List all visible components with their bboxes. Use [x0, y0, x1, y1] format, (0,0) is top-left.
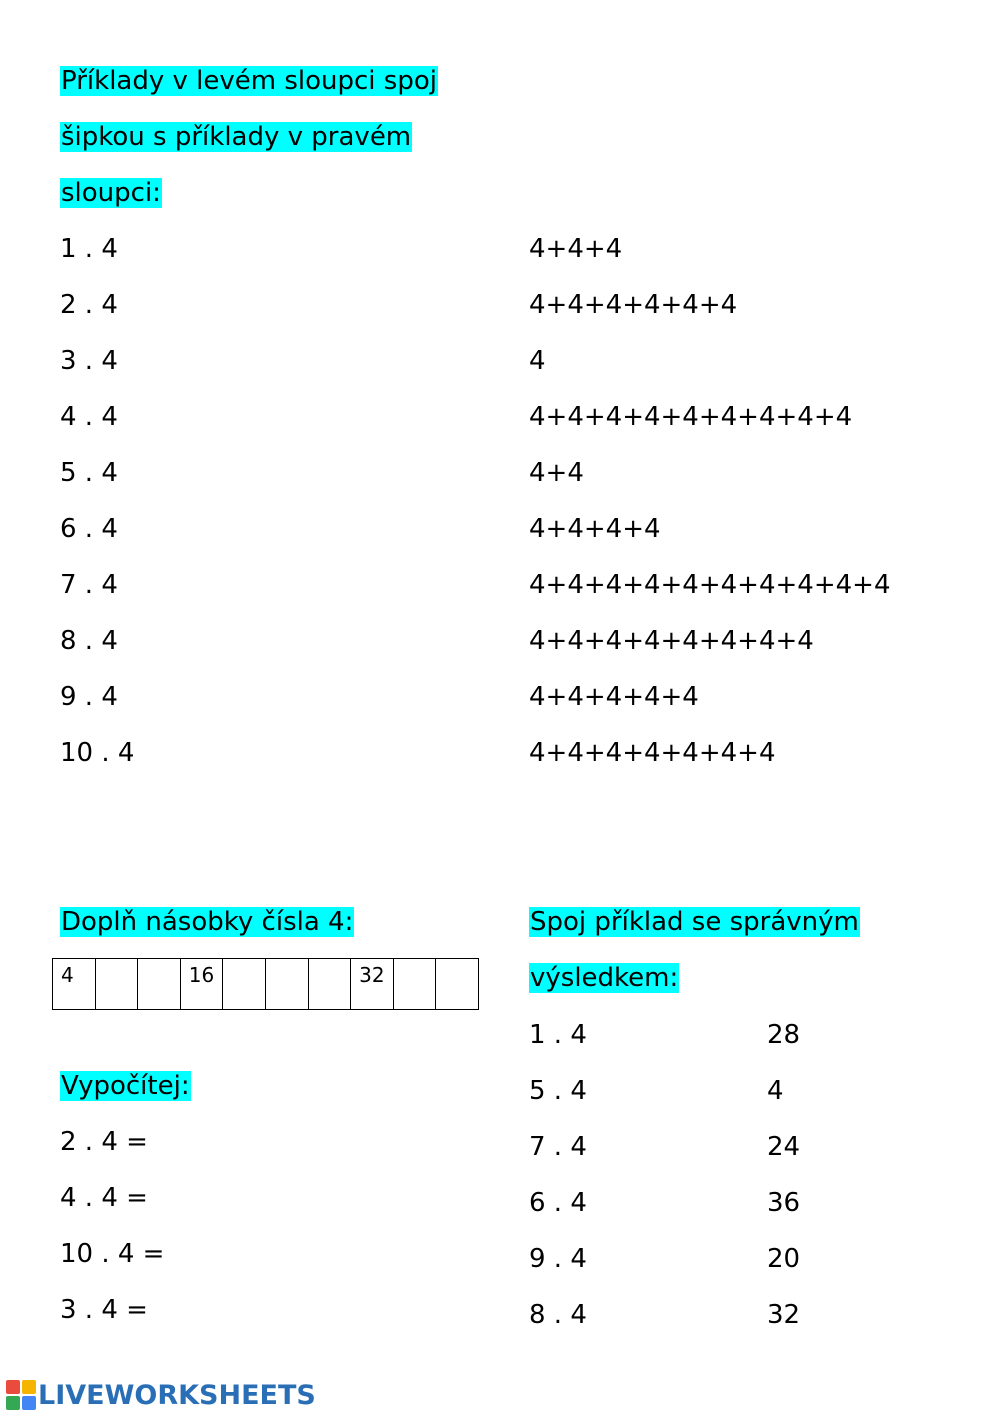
task1-right-item[interactable]: 4: [529, 346, 546, 376]
logo-mark-icon: [6, 1380, 36, 1410]
task1-instruction-line-3: sloupci:: [61, 178, 161, 208]
calc-item[interactable]: 4 . 4 =: [60, 1183, 148, 1213]
calc-item[interactable]: 3 . 4 =: [60, 1295, 148, 1325]
task1-left-item[interactable]: 7 . 4: [60, 570, 118, 600]
task1-left-item[interactable]: 5 . 4: [60, 458, 118, 488]
multiples-cell[interactable]: [308, 959, 351, 1010]
multiples-cell[interactable]: [95, 959, 138, 1010]
task1-left-item[interactable]: 6 . 4: [60, 514, 118, 544]
task4-result[interactable]: 4: [767, 1076, 784, 1106]
multiples-cell[interactable]: [266, 959, 309, 1010]
task4-result[interactable]: 20: [767, 1244, 801, 1274]
task1-right-item[interactable]: 4+4+4+4+4+4+4: [529, 738, 776, 768]
multiples-cell[interactable]: [393, 959, 436, 1010]
task1-instruction-line-1: Příklady v levém sloupci spoj: [61, 66, 437, 96]
task1-right-item[interactable]: 4+4+4+4+4+4: [529, 290, 738, 320]
task1-right-item[interactable]: 4+4: [529, 458, 584, 488]
task1-left-item[interactable]: 9 . 4: [60, 682, 118, 712]
multiples-cell[interactable]: 4: [53, 959, 96, 1010]
task1-instruction-line-2: šipkou s příklady v pravém: [61, 122, 412, 152]
multiples-cell[interactable]: [223, 959, 266, 1010]
calc-item[interactable]: 2 . 4 =: [60, 1127, 148, 1157]
task1-right-item[interactable]: 4+4+4+4+4+4+4+4: [529, 626, 814, 656]
task4-instruction-line-2: výsledkem:: [530, 963, 679, 993]
task4-result[interactable]: 24: [767, 1132, 801, 1162]
multiples-cell[interactable]: 16: [180, 959, 223, 1010]
calc-item[interactable]: 10 . 4 =: [60, 1239, 165, 1269]
task1-right-item[interactable]: 4+4+4+4: [529, 514, 661, 544]
multiples-cell[interactable]: [138, 959, 181, 1010]
task1-left-item[interactable]: 10 . 4: [60, 738, 135, 768]
task4-result[interactable]: 32: [767, 1300, 801, 1330]
task1-left-item[interactable]: 4 . 4: [60, 402, 118, 432]
logo-text: LIVEWORKSHEETS: [38, 1379, 316, 1411]
multiples-grid: [52, 958, 479, 1010]
task3-instruction: Vypočítej:: [61, 1071, 190, 1101]
task1-right-item[interactable]: 4+4+4+4+4: [529, 682, 699, 712]
task2-instruction: Doplň násobky čísla 4:: [61, 907, 354, 937]
task4-problem[interactable]: 7 . 4: [529, 1132, 587, 1162]
task1-right-item[interactable]: 4+4+4+4+4+4+4+4+4+4: [529, 570, 891, 600]
multiples-cell[interactable]: 32: [351, 959, 394, 1010]
task1-left-item[interactable]: 8 . 4: [60, 626, 118, 656]
task1-left-item[interactable]: 3 . 4: [60, 346, 118, 376]
task4-result[interactable]: 28: [767, 1020, 801, 1050]
task4-problem[interactable]: 8 . 4: [529, 1300, 587, 1330]
task4-problem[interactable]: 6 . 4: [529, 1188, 587, 1218]
task4-problem[interactable]: 5 . 4: [529, 1076, 587, 1106]
task4-instruction-line-1: Spoj příklad se správným: [530, 907, 859, 937]
liveworksheets-logo: [6, 1378, 316, 1412]
multiples-cell[interactable]: [436, 959, 479, 1010]
task1-right-item[interactable]: 4+4+4+4+4+4+4+4+4: [529, 402, 853, 432]
task1-left-item[interactable]: 1 . 4: [60, 234, 118, 264]
task4-result[interactable]: 36: [767, 1188, 801, 1218]
task4-problem[interactable]: 9 . 4: [529, 1244, 587, 1274]
task1-left-item[interactable]: 2 . 4: [60, 290, 118, 320]
task1-right-item[interactable]: 4+4+4: [529, 234, 623, 264]
task4-problem[interactable]: 1 . 4: [529, 1020, 587, 1050]
